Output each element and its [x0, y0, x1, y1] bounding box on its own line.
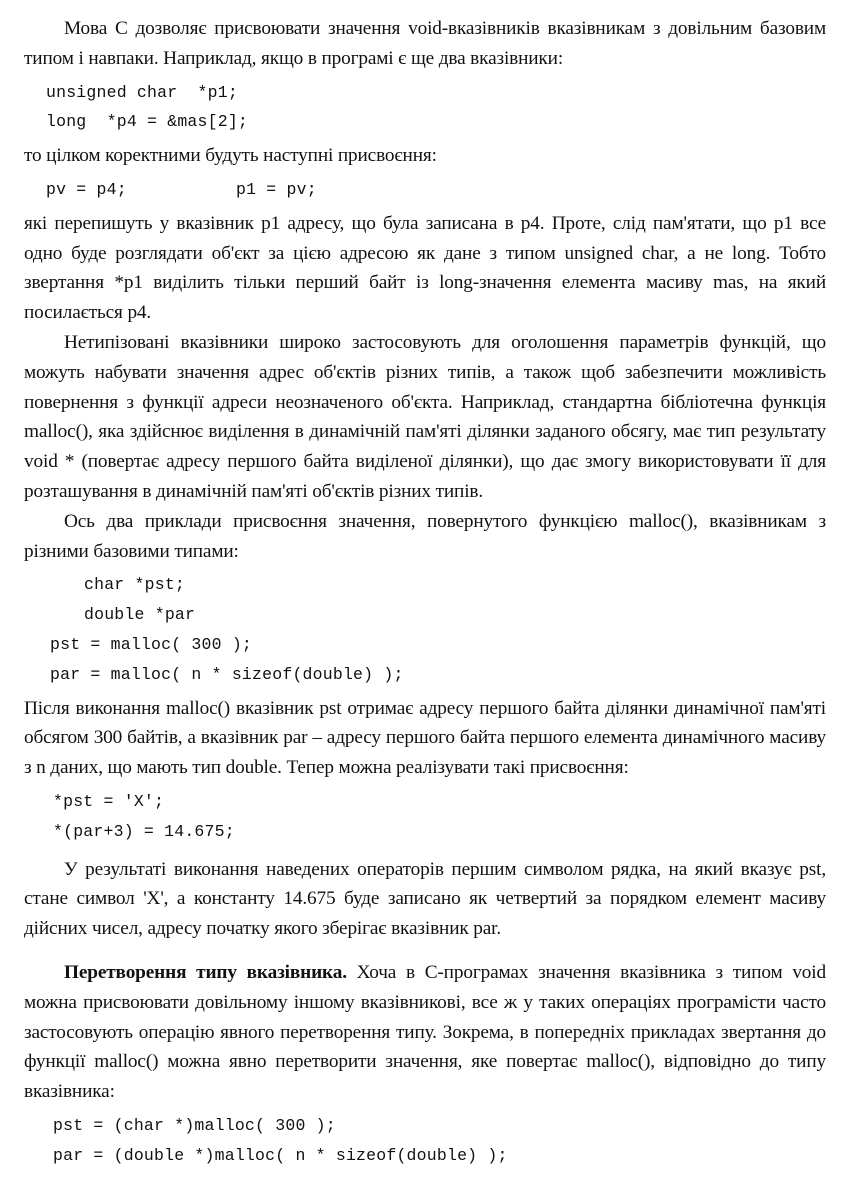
code-line: *(par+3) = 14.675; [53, 821, 235, 841]
paragraph: Ось два приклади присвоєння значення, повернутого функцією malloc(), вказівникам з різними базовими типами: [24, 510, 826, 562]
section-heading: Перетворення типу вказівника. [64, 961, 347, 983]
code-line: par = malloc( n * sizeof(double) ); [50, 664, 404, 684]
code-line: par = (double *)malloc( n * sizeof(double) ); [53, 1145, 508, 1165]
code-line: pst = malloc( 300 ); [50, 634, 253, 654]
code-line: char *pst; [84, 575, 186, 595]
paragraph: які перепишуть у вказівник p1 адресу, що була записана в p4. Проте, слід пам'ятати, що p1 все одно буде розглядати об'єкт за цією адресою як дане з типом unsigned char, а не long. Тобто звертання *p1 виділить тільки перший байт із long-значення елемента масиву mas, на який посилається p4. [24, 212, 826, 324]
code-line: long *p4 = &mas[2]; [46, 112, 249, 132]
code-line: double *par [84, 605, 196, 625]
paragraph [24, 958, 826, 1107]
code-line: *pst = 'X'; [53, 791, 165, 811]
paragraph: Нетипізовані вказівники широко застосовують для оголошення параметрів функцій, що можуть набувати значення адрес об'єктів різних типів, а також щоб забезпечити можливість повернення з функції адреси неозначеного об'єкта. Наприклад, стандартна бібліотечна функція malloc(), яка здійснює виділення в динамічній пам'яті ділянки заданого обсягу, має тип результату void * (повертає адресу першого байта виділеної ділянки), що дає змогу використовувати її для розташування в динамічній пам'яті об'єктів різних типів. [24, 331, 826, 502]
code-line: unsigned char *p1; [46, 82, 238, 102]
code-row [24, 175, 826, 205]
code-line: pv = p4; [46, 179, 127, 199]
paragraph: Після виконання malloc() вказівник pst отримає адресу першого байта ділянки динамічної пам'яті обсягом 300 байтів, а вказівник par – адресу першого байта першого елемента динамічного масиву з n даних, що мають тип double. Тепер можна реалізувати такі присвоєння: [24, 697, 826, 779]
paragraph: то цілком коректними будуть наступні присвоєння: [24, 145, 437, 167]
code-line: p1 = pv; [236, 179, 317, 199]
paragraph: Мова С дозволяє присвоювати значення void-вказівників вказівникам з довільним базовим типом і навпаки. Наприклад, якщо в програмі є ще два вказівники: [24, 18, 826, 69]
paragraph: У результаті виконання наведених операторів першим символом рядка, на який вказує pst, стане символ 'X', а константу 14.675 буде записано як четвертий за порядком елемент масиву дійсних чисел, адресу початку якого зберігає вказівник par. [24, 858, 826, 940]
code-line: pst = (char *)malloc( 300 ); [53, 1115, 336, 1135]
paragraph-body: Хоча в С-програмах значення вказівника з типом void можна присвоювати довільному іншому вказівникові, все ж у таких операціях програмісти часто застосовують операцію явного перетворення типу. Зокрема, в попередніх прикладах звертання до функції malloc() можна явно перетворити значення, яке повертає malloc(), відповідно до типу вказівника: [24, 961, 826, 1103]
